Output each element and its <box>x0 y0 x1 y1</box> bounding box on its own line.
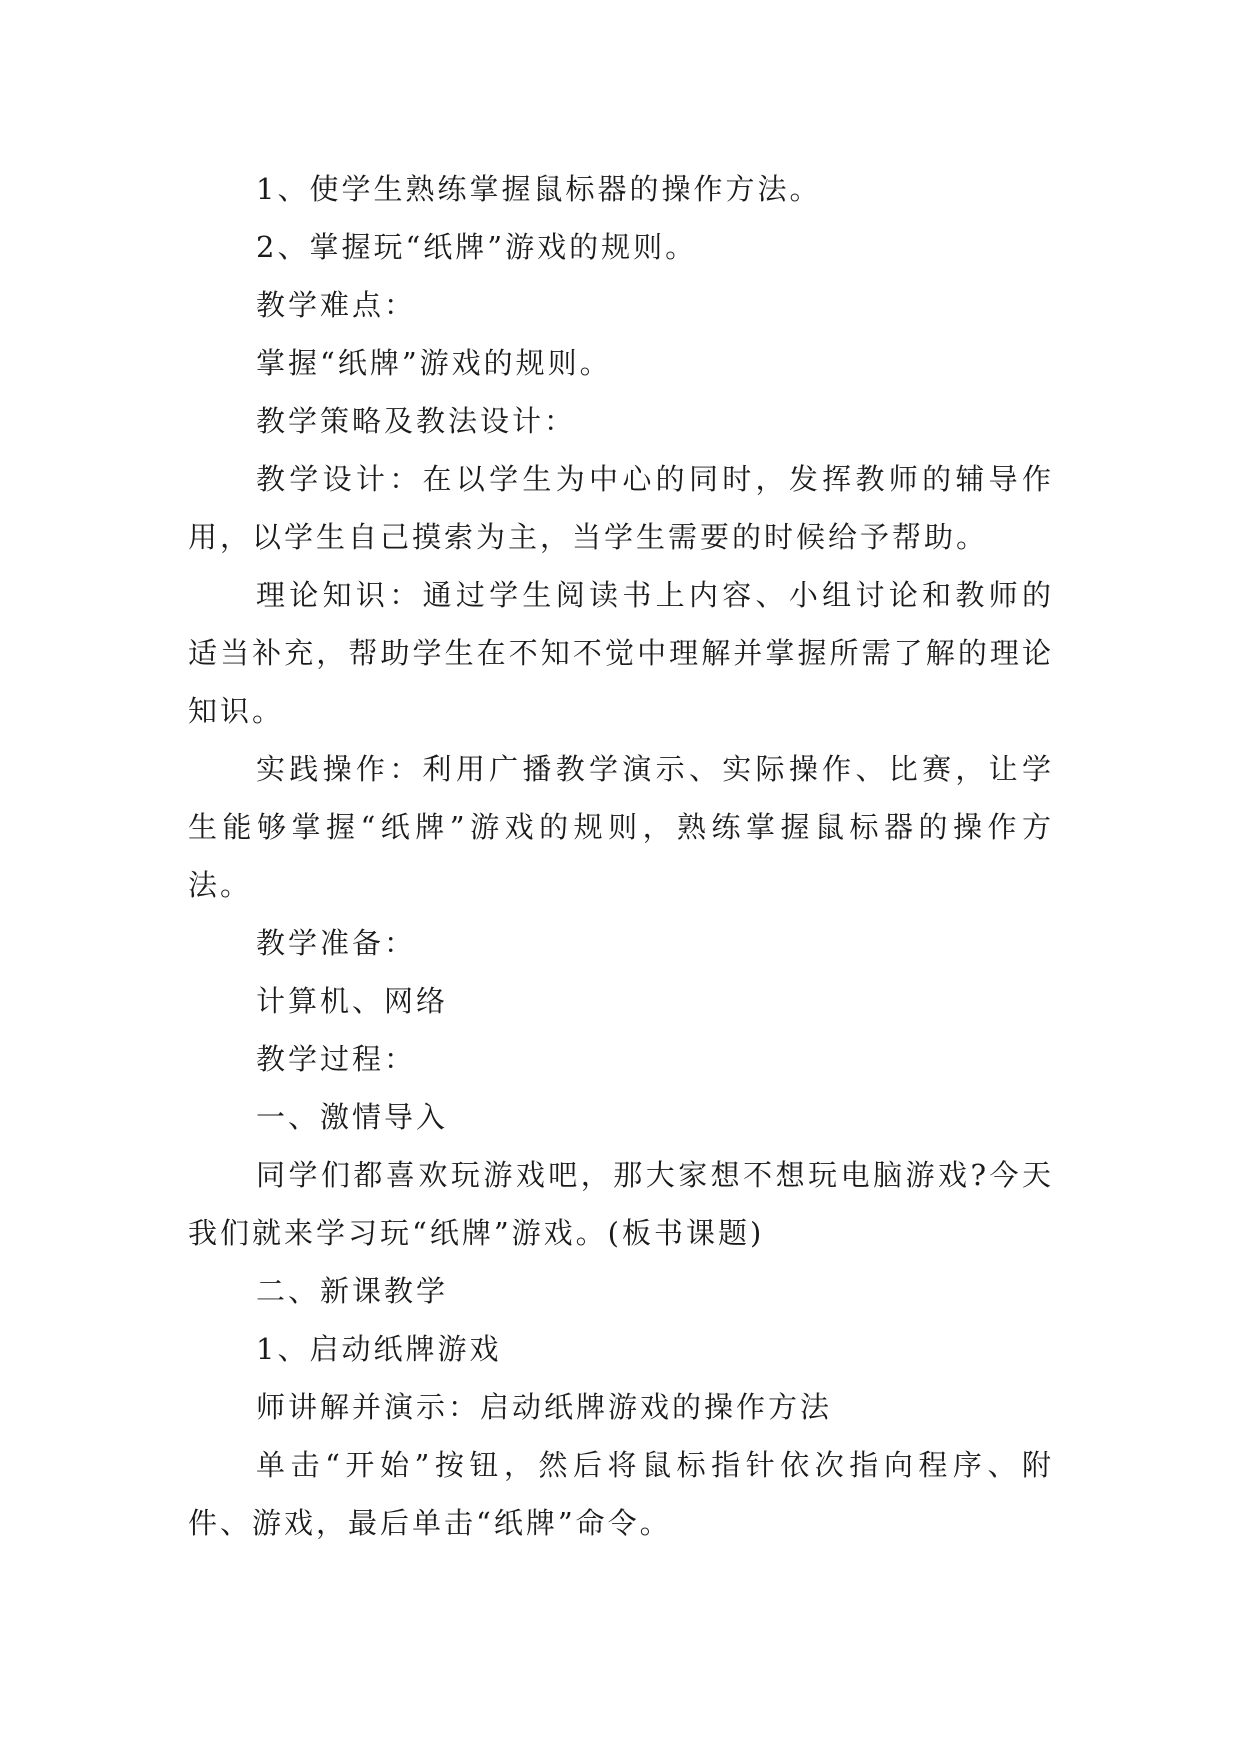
section-2-heading: 二、新课教学 <box>256 1274 449 1308</box>
heading-teaching-process: 教学过程： <box>256 1042 417 1076</box>
theory-knowledge-text: 理论知识：通过学生阅读书上内容、小组讨论和教师的适当补充，帮助学生在不知不觉中理解并掌握所需了解的理论知识。 <box>188 578 1054 728</box>
heading-teaching-strategy: 教学策略及教法设计： <box>256 404 577 438</box>
subsection-2-1-heading: 1、启动纸牌游戏 <box>256 1332 502 1366</box>
objective-2: 2、掌握玩“纸牌”游戏的规则。 <box>256 230 698 264</box>
heading-teaching-difficulty: 教学难点： <box>256 288 417 322</box>
heading-teaching-preparation: 教学准备： <box>256 926 417 960</box>
objective-1: 1、使学生熟练掌握鼠标器的操作方法。 <box>256 172 822 206</box>
preparation-text: 计算机、网络 <box>256 984 449 1018</box>
section-1-heading: 一、激情导入 <box>256 1100 449 1134</box>
subsection-2-1-steps: 单击“开始”按钮，然后将鼠标指针依次指向程序、附件、游戏，最后单击“纸牌”命令。 <box>188 1448 1054 1540</box>
subsection-2-1-demo: 师讲解并演示：启动纸牌游戏的操作方法 <box>256 1390 833 1424</box>
teaching-design-text: 教学设计：在以学生为中心的同时，发挥教师的辅导作用，以学生自己摸索为主，当学生需要的时候给予帮助。 <box>188 462 1054 554</box>
practice-operation-text: 实践操作：利用广播教学演示、实际操作、比赛，让学生能够掌握“纸牌”游戏的规则，熟练掌握鼠标器的操作方法。 <box>188 752 1054 902</box>
teaching-difficulty-text: 掌握“纸牌”游戏的规则。 <box>256 346 612 380</box>
document-body <box>188 160 1054 1552</box>
section-1-text: 同学们都喜欢玩游戏吧，那大家想不想玩电脑游戏?今天我们就来学习玩“纸牌”游戏。(板书课题) <box>188 1158 1054 1250</box>
